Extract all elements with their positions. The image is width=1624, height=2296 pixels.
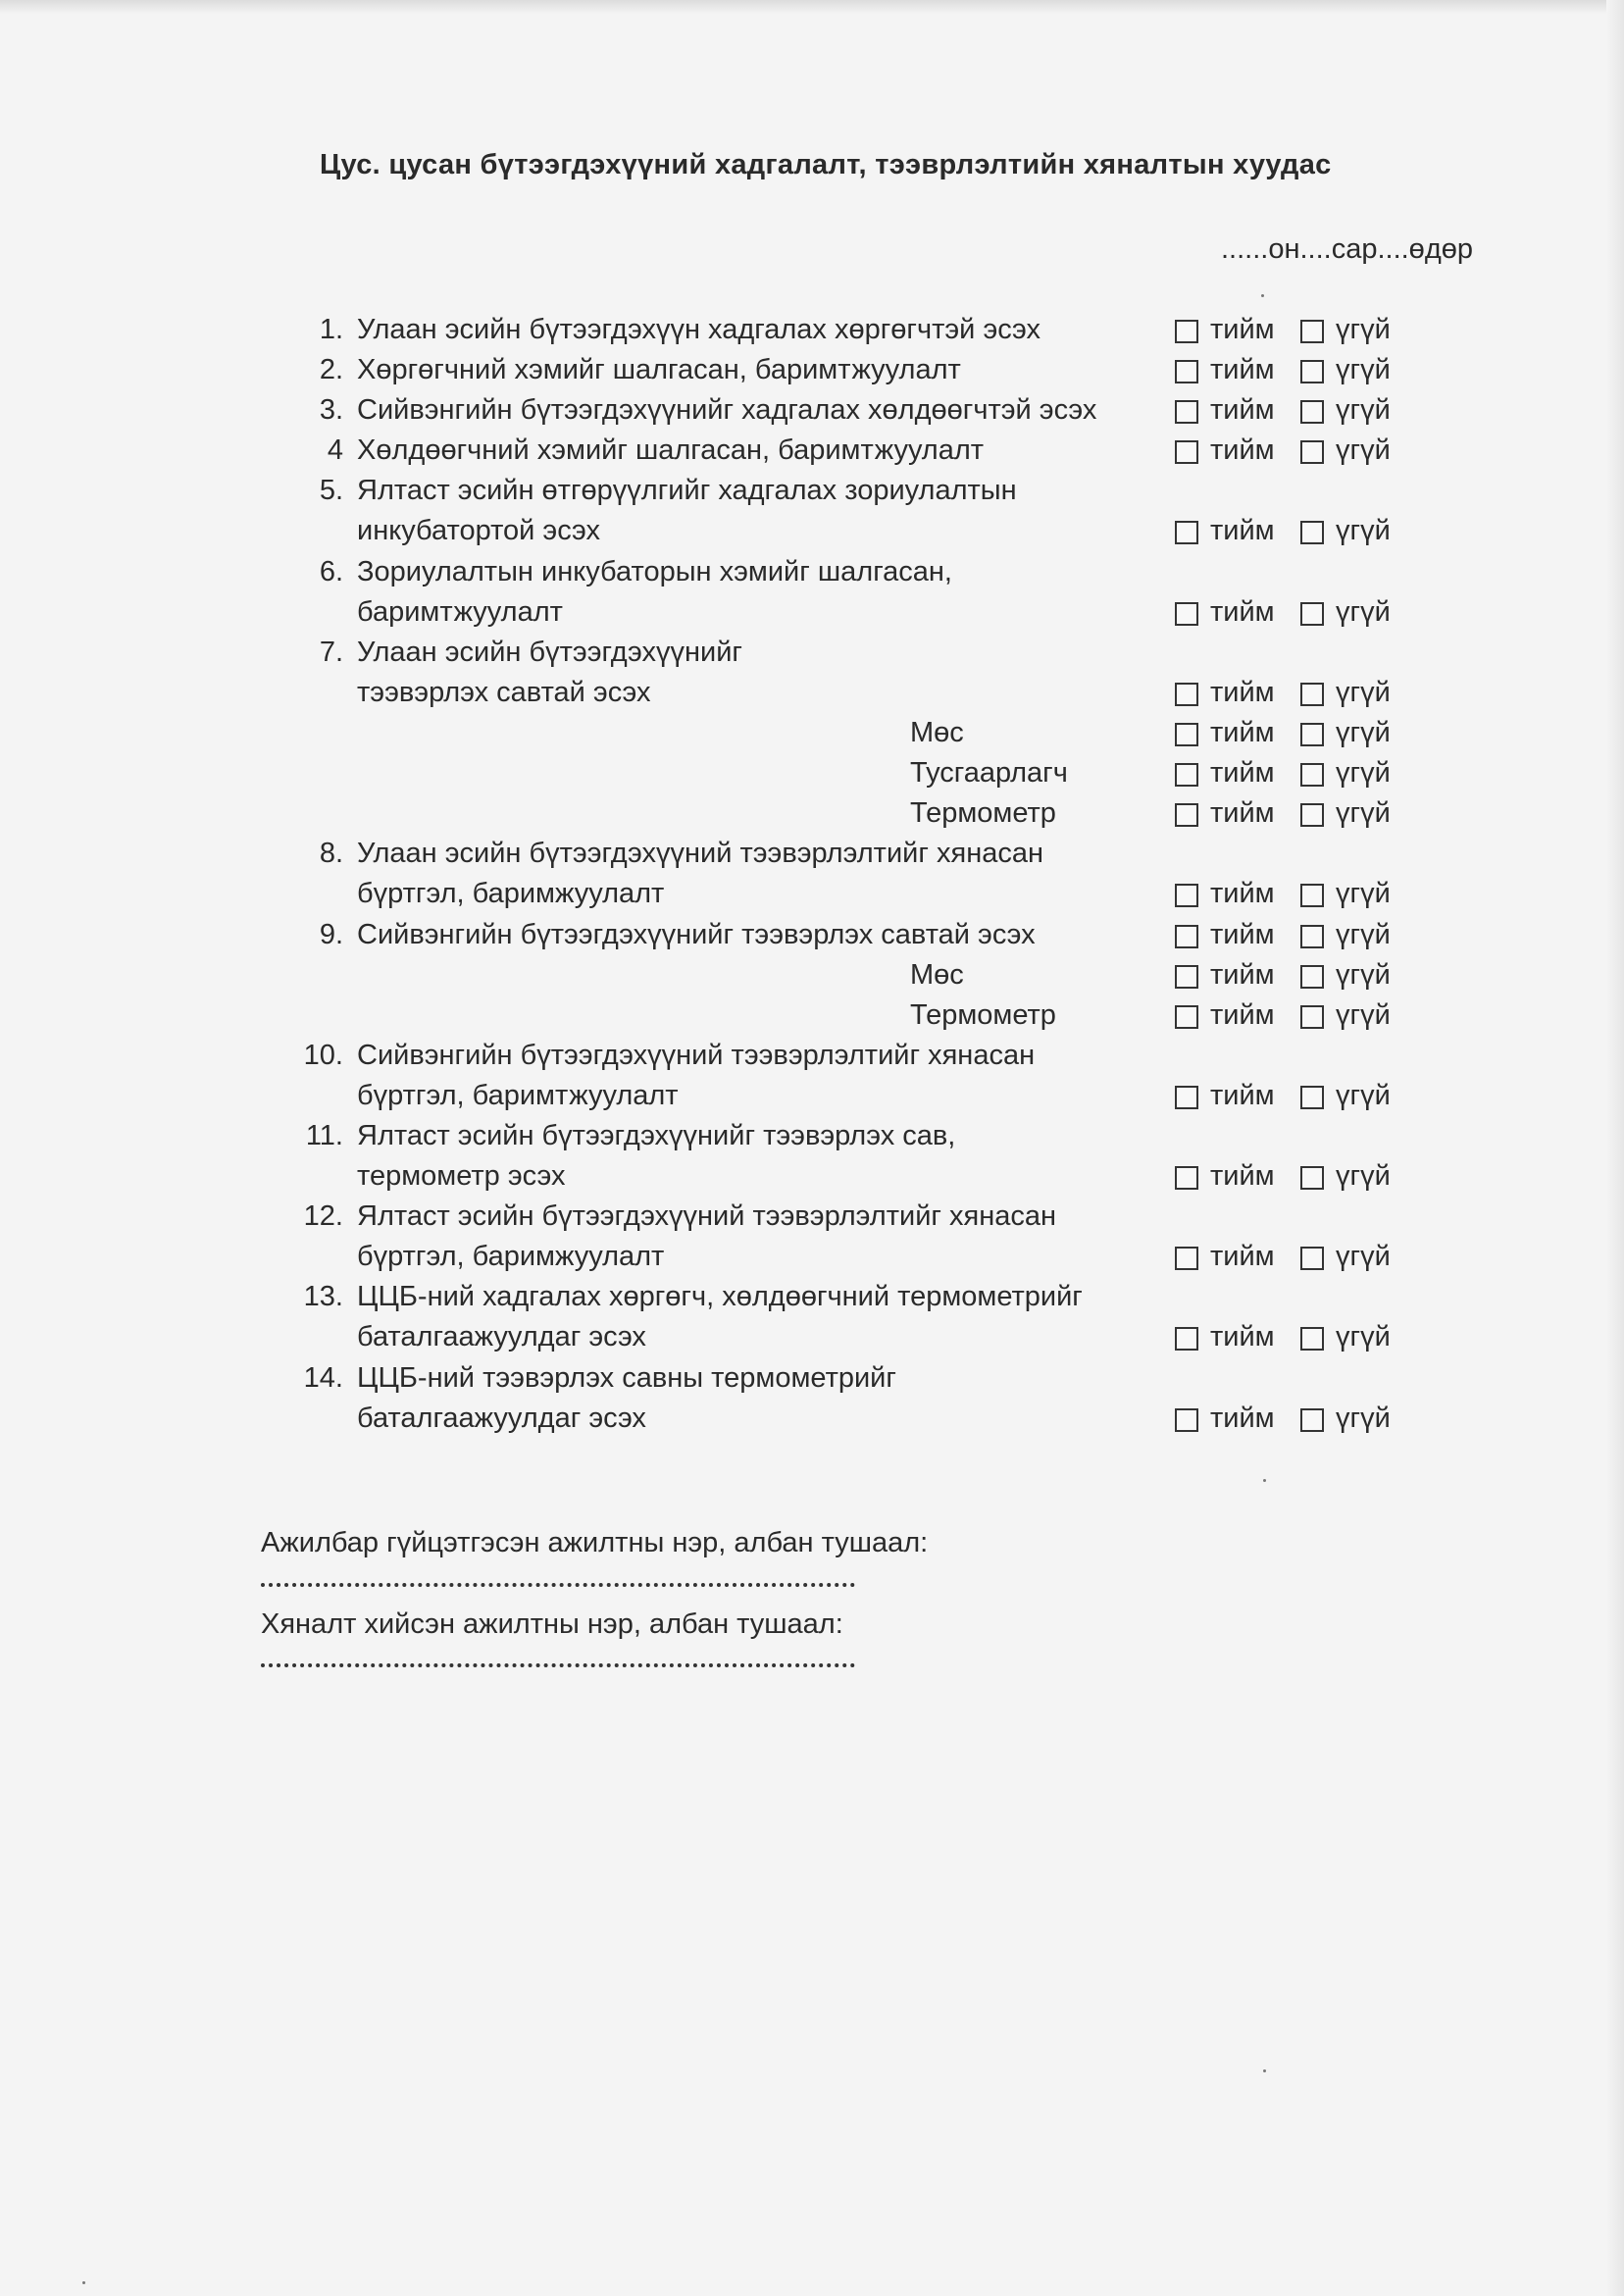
yes-no-options [1175,917,1391,952]
no-label: үгүй [1336,1079,1391,1111]
yes-checkbox[interactable] [1175,965,1198,989]
no-label: үгүй [1336,958,1391,991]
no-label: үгүй [1336,1321,1391,1353]
yes-checkbox[interactable] [1175,683,1198,706]
checklist-item [0,473,1624,553]
item-text-line: Улаан эсийн бүтээгдэхүүн хадгалах хөргөгчтэй эсэх [357,314,1041,345]
item-number: 10. [303,1039,343,1071]
yes-label: тийм [1210,998,1275,1031]
checklist-item [0,997,1624,1038]
item-number: 7. [319,636,343,668]
no-checkbox[interactable] [1300,1247,1324,1270]
checklist-item [0,1279,1624,1359]
no-label: үгүй [1336,515,1391,547]
sub-item-label: Термометр [910,998,1056,1031]
scan-speck [1263,1479,1266,1482]
sub-item-label: Мөс [910,958,964,991]
yes-checkbox[interactable] [1175,1408,1198,1432]
no-checkbox[interactable] [1300,884,1324,907]
yes-no-options [1175,675,1391,710]
yes-label: тийм [1210,717,1275,748]
item-number: 12. [303,1200,343,1233]
no-checkbox[interactable] [1300,440,1324,464]
item-text-line: бүртгэл, баримжуулалт [357,1241,665,1273]
item-text-line: ЦЦБ-ний хадгалах хөргөгч, хөлдөөгчний термометрийг [357,1281,1083,1313]
yes-no-options [1175,352,1391,387]
yes-checkbox[interactable] [1175,803,1198,827]
no-checkbox[interactable] [1300,1408,1324,1432]
yes-checkbox[interactable] [1175,763,1198,787]
yes-no-options [1175,312,1391,347]
yes-no-options [1175,1319,1391,1354]
item-number: 6. [319,555,343,587]
item-number: 9. [319,918,343,950]
no-checkbox[interactable] [1300,965,1324,989]
yes-checkbox[interactable] [1175,602,1198,626]
yes-no-options [1175,1078,1391,1113]
item-text-line: Сийвэнгийн бүтээгдэхүүнийг хадгалах хөлдөөгчтэй эсэх [357,394,1097,427]
yes-no-options [1175,1158,1391,1194]
item-text-line: Ялтаст эсийн бүтээгдэхүүний тээвэрлэлтийг хянасан [357,1200,1057,1233]
no-checkbox[interactable] [1300,1327,1324,1351]
yes-checkbox[interactable] [1175,440,1198,464]
yes-label: тийм [1210,1241,1275,1273]
yes-label: тийм [1210,595,1275,628]
yes-label: тийм [1210,676,1275,708]
item-text-line: Ялтаст эсийн өтгөрүүлгийг хадгалах зориулалтын [357,475,1017,507]
yes-label: тийм [1210,797,1275,830]
yes-checkbox[interactable] [1175,884,1198,907]
item-text-line: Улаан эсийн бүтээгдэхүүнийг [357,636,742,668]
checklist-item [0,836,1624,916]
scan-speck [1261,294,1264,297]
performer-label: Ажилбар гүйцэтгэсэн ажилтны нэр, албан тушаал: [261,1527,929,1558]
yes-label: тийм [1210,354,1275,386]
scan-speck [82,2281,85,2284]
no-label: үгүй [1336,878,1391,910]
no-checkbox[interactable] [1300,723,1324,746]
yes-checkbox[interactable] [1175,1005,1198,1029]
scan-edge-top [0,0,1624,14]
yes-label: тийм [1210,314,1275,345]
checklist-item [0,1360,1624,1441]
no-label: үгүй [1336,394,1391,427]
yes-label: тийм [1210,434,1275,467]
yes-no-options [1175,1239,1391,1274]
item-number: 8. [319,838,343,870]
no-label: үгүй [1336,676,1391,708]
no-label: үгүй [1336,918,1391,950]
item-text-line: бүртгэл, баримжуулалт [357,878,665,910]
yes-no-options [1175,997,1391,1033]
yes-no-options [1175,513,1391,548]
item-text-line: ЦЦБ-ний тээвэрлэх савны термометрийг [357,1361,896,1394]
item-text-line: баталгаажуулдаг эсэх [357,1321,646,1353]
no-checkbox[interactable] [1300,1086,1324,1109]
checklist-item [0,635,1624,715]
item-number: 1. [319,314,343,345]
yes-checkbox[interactable] [1175,400,1198,424]
item-text-line: Зориулалтын инкубаторын хэмийг шалгасан, [357,555,952,587]
yes-label: тийм [1210,878,1275,910]
checklist-item [0,554,1624,635]
no-checkbox[interactable] [1300,763,1324,787]
no-checkbox[interactable] [1300,803,1324,827]
checklist-item [0,352,1624,392]
checklist-item [0,795,1624,836]
item-text-line: тээвэрлэх савтай эсэх [357,676,651,708]
yes-no-options [1175,715,1391,750]
item-text-line: баталгаажуулдаг эсэх [357,1402,646,1434]
yes-label: тийм [1210,918,1275,950]
item-text-line: Хөргөгчний хэмийг шалгасан, баримтжуулалт [357,354,961,386]
yes-label: тийм [1210,757,1275,790]
performer-signature-line[interactable] [261,1579,855,1587]
checklist-item [0,1199,1624,1279]
no-checkbox[interactable] [1300,521,1324,544]
checklist-item [0,433,1624,473]
sub-item-label: Тусгаарлагч [910,757,1068,790]
item-text-line: баримтжуулалт [357,595,563,628]
yes-label: тийм [1210,1160,1275,1193]
checklist-item [0,312,1624,352]
no-label: үгүй [1336,434,1391,467]
no-label: үгүй [1336,354,1391,386]
yes-checkbox[interactable] [1175,521,1198,544]
date-line: ......он....сар....өдөр [1220,233,1473,265]
item-number: 14. [303,1361,343,1394]
yes-label: тийм [1210,1321,1275,1353]
no-checkbox[interactable] [1300,925,1324,948]
no-label: үгүй [1336,717,1391,748]
no-label: үгүй [1336,314,1391,345]
yes-label: тийм [1210,1079,1275,1111]
yes-no-options [1175,392,1391,428]
form-title: Цус. цусан бүтээгдэхүүний хадгалалт, тээврлэлтийн хяналтын хуудас [320,149,1332,180]
item-number: 4 [327,434,343,467]
no-checkbox[interactable] [1300,1166,1324,1190]
yes-no-options [1175,1401,1391,1436]
item-text-line: бүртгэл, баримтжуулалт [357,1079,679,1111]
yes-checkbox[interactable] [1175,723,1198,746]
yes-no-options [1175,594,1391,630]
no-label: үгүй [1336,998,1391,1031]
item-text-line: Хөлдөөгчний хэмийг шалгасан, баримтжуулалт [357,434,985,467]
yes-label: тийм [1210,394,1275,427]
checklist-item [0,1038,1624,1118]
sub-item-label: Термометр [910,797,1056,830]
yes-checkbox[interactable] [1175,925,1198,948]
item-text-line: Ялтаст эсийн бүтээгдэхүүнийг тээвэрлэх сав, [357,1120,956,1151]
yes-no-options [1175,755,1391,791]
no-label: үгүй [1336,797,1391,830]
yes-checkbox[interactable] [1175,1247,1198,1270]
no-checkbox[interactable] [1300,683,1324,706]
no-checkbox[interactable] [1300,602,1324,626]
no-label: үгүй [1336,1241,1391,1273]
no-label: үгүй [1336,1402,1391,1434]
yes-checkbox[interactable] [1175,1166,1198,1190]
checklist-item [0,957,1624,997]
item-text-line: инкубатортой эсэх [357,515,601,547]
item-number: 2. [319,354,343,386]
yes-checkbox[interactable] [1175,360,1198,383]
yes-checkbox[interactable] [1175,320,1198,343]
checklist-item [0,715,1624,755]
no-checkbox[interactable] [1300,360,1324,383]
supervisor-label: Хяналт хийсэн ажилтны нэр, албан тушаал: [261,1608,843,1640]
checklist-item [0,917,1624,957]
yes-label: тийм [1210,958,1275,991]
scan-speck [1263,2069,1266,2072]
no-label: үгүй [1336,757,1391,790]
no-label: үгүй [1336,595,1391,628]
item-number: 5. [319,475,343,507]
item-number: 13. [303,1281,343,1313]
item-text-line: термометр эсэх [357,1160,566,1193]
no-checkbox[interactable] [1300,1005,1324,1029]
yes-checkbox[interactable] [1175,1327,1198,1351]
checklist-item [0,392,1624,433]
yes-no-options [1175,433,1391,468]
supervisor-signature-line[interactable] [261,1659,855,1667]
item-text-line: Сийвэнгийн бүтээгдэхүүнийг тээвэрлэх савтай эсэх [357,918,1036,950]
no-checkbox[interactable] [1300,320,1324,343]
no-checkbox[interactable] [1300,400,1324,424]
yes-no-options [1175,876,1391,911]
checklist-item [0,755,1624,795]
yes-label: тийм [1210,1402,1275,1434]
yes-label: тийм [1210,515,1275,547]
yes-no-options [1175,795,1391,831]
no-label: үгүй [1336,1160,1391,1193]
yes-no-options [1175,957,1391,993]
yes-checkbox[interactable] [1175,1086,1198,1109]
item-text-line: Сийвэнгийн бүтээгдэхүүний тээвэрлэлтийг хянасан [357,1039,1036,1071]
item-number: 3. [319,394,343,427]
item-text-line: Улаан эсийн бүтээгдэхүүний тээвэрлэлтийг хянасан [357,838,1043,870]
sub-item-label: Мөс [910,717,964,748]
checklist-item [0,1118,1624,1199]
item-number: 11. [305,1120,343,1151]
